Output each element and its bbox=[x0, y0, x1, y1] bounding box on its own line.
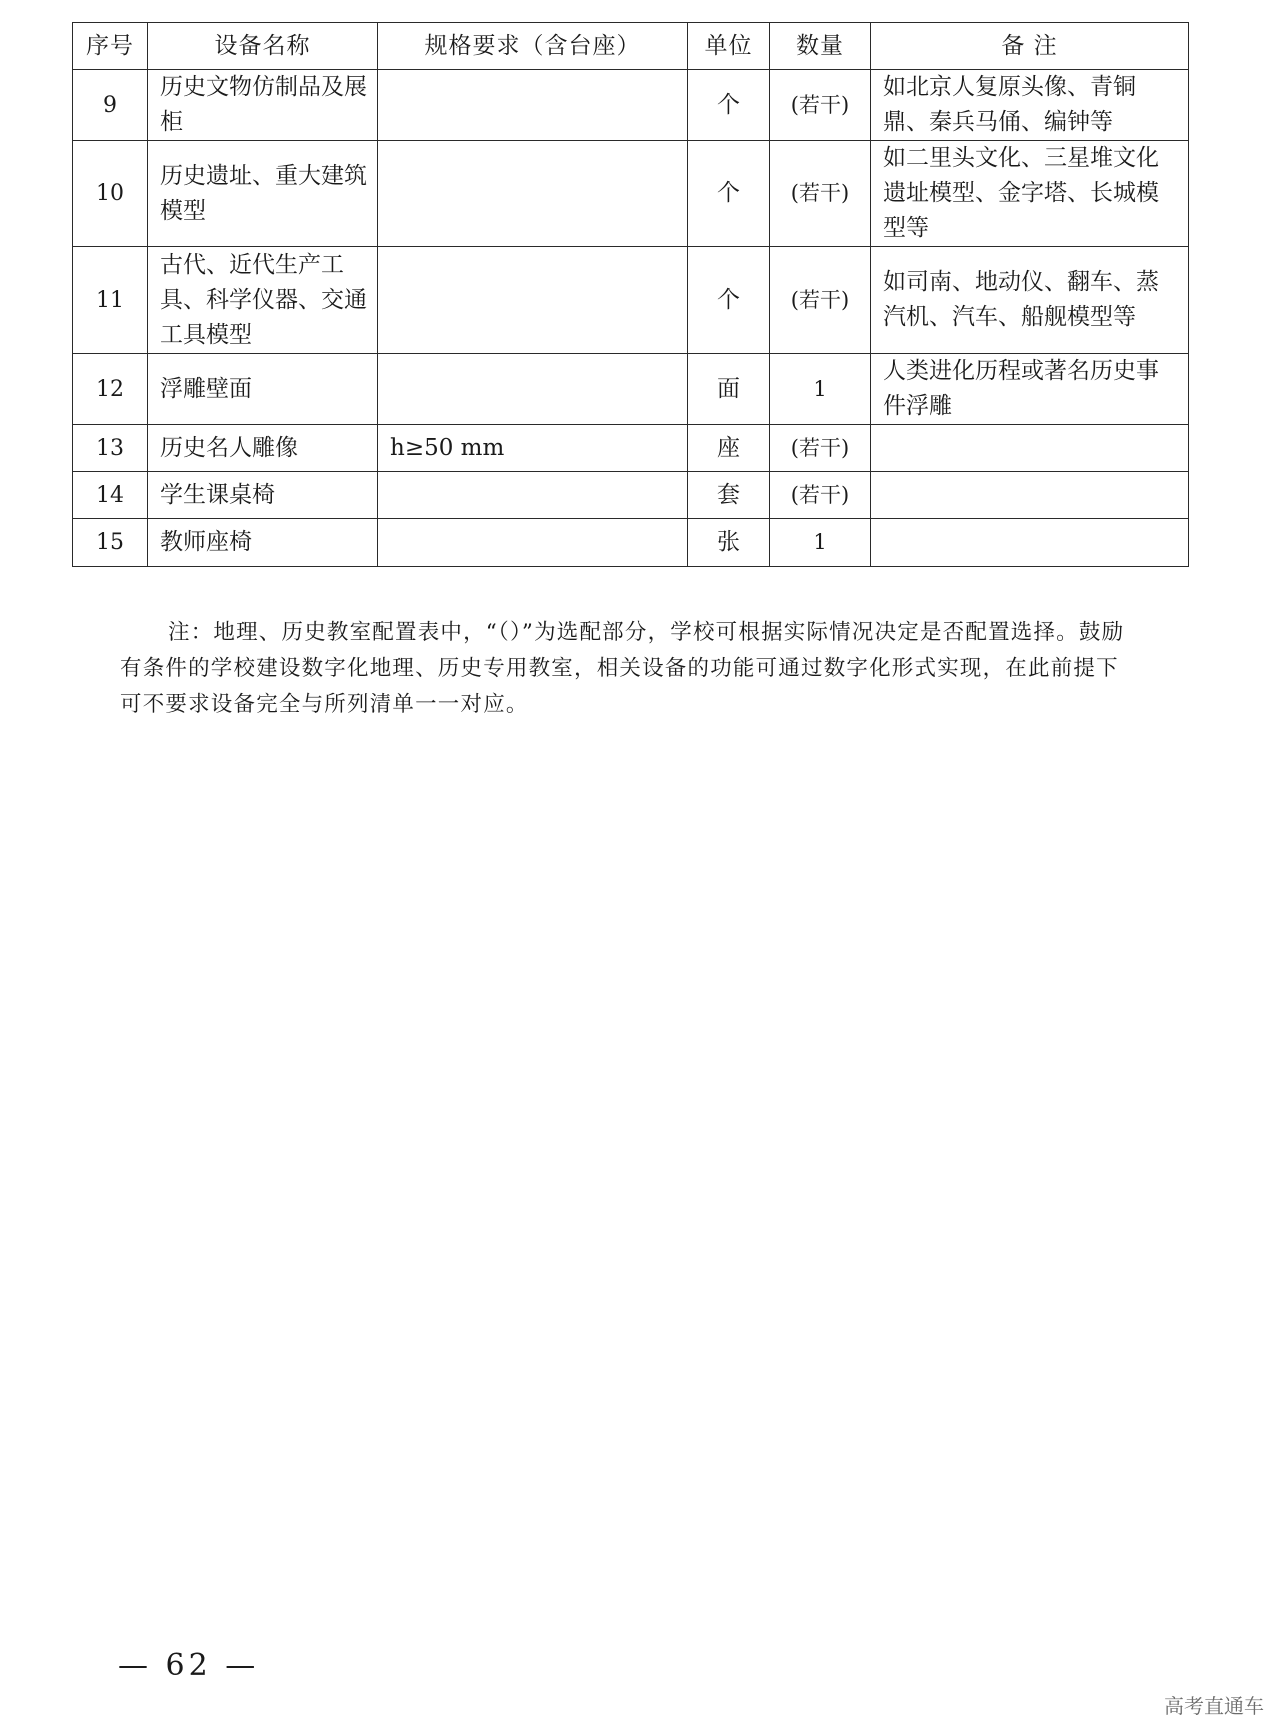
header-name: 设备名称 bbox=[148, 23, 378, 70]
cell-unit: 个 bbox=[688, 141, 770, 247]
header-qty: 数量 bbox=[770, 23, 871, 70]
cell-qty: (若干) bbox=[770, 425, 871, 472]
cell-qty: (若干) bbox=[770, 247, 871, 354]
cell-remark bbox=[871, 425, 1189, 472]
header-spec: 规格要求（含台座） bbox=[378, 23, 688, 70]
cell-remark: 如北京人复原头像、青铜鼎、秦兵马俑、编钟等 bbox=[871, 70, 1189, 141]
cell-unit: 座 bbox=[688, 425, 770, 472]
cell-qty: (若干) bbox=[770, 472, 871, 519]
cell-no: 9 bbox=[73, 70, 148, 141]
table-row bbox=[73, 425, 1189, 472]
table-row bbox=[73, 247, 1189, 354]
cell-no: 12 bbox=[73, 354, 148, 425]
table-row bbox=[73, 141, 1189, 247]
cell-unit: 张 bbox=[688, 519, 770, 567]
table-row bbox=[73, 70, 1189, 141]
cell-remark: 如二里头文化、三星堆文化遗址模型、金字塔、长城模型等 bbox=[871, 141, 1189, 247]
cell-no: 10 bbox=[73, 141, 148, 247]
page-number: — 62 — bbox=[118, 1648, 260, 1683]
cell-name: 学生课桌椅 bbox=[148, 472, 378, 519]
cell-qty: 1 bbox=[770, 354, 871, 425]
cell-name: 古代、近代生产工具、科学仪器、交通工具模型 bbox=[148, 247, 378, 354]
cell-no: 11 bbox=[73, 247, 148, 354]
cell-name: 浮雕壁面 bbox=[148, 354, 378, 425]
table-row bbox=[73, 354, 1189, 425]
cell-name: 教师座椅 bbox=[148, 519, 378, 567]
cell-qty: 1 bbox=[770, 519, 871, 567]
cell-unit: 个 bbox=[688, 247, 770, 354]
cell-no: 14 bbox=[73, 472, 148, 519]
cell-unit: 套 bbox=[688, 472, 770, 519]
cell-remark bbox=[871, 519, 1189, 567]
table-header-row bbox=[73, 23, 1189, 70]
cell-spec bbox=[378, 141, 688, 247]
cell-spec bbox=[378, 70, 688, 141]
header-remark: 备 注 bbox=[871, 23, 1189, 70]
cell-remark: 如司南、地动仪、翻车、蒸汽机、汽车、船舰模型等 bbox=[871, 247, 1189, 354]
table-row bbox=[73, 519, 1189, 567]
cell-spec bbox=[378, 354, 688, 425]
cell-remark: 人类进化历程或著名历史事件浮雕 bbox=[871, 354, 1189, 425]
cell-unit: 面 bbox=[688, 354, 770, 425]
cell-spec: h≥50 mm bbox=[378, 425, 688, 472]
watermark: 高考直通车 bbox=[1164, 1694, 1264, 1718]
header-unit: 单位 bbox=[688, 23, 770, 70]
cell-unit: 个 bbox=[688, 70, 770, 141]
footnote: 注：地理、历史教室配置表中，“（）”为选配部分，学校可根据实际情况决定是否配置选择。鼓励有条件的学校建设数字化地理、历史专用教室，相关设备的功能可通过数字化形式实现，在此前提下可不要求设备完全与所列清单一一对应。 bbox=[120, 619, 1125, 717]
cell-qty: (若干) bbox=[770, 70, 871, 141]
header-no: 序号 bbox=[73, 23, 148, 70]
cell-qty: (若干) bbox=[770, 141, 871, 247]
cell-spec bbox=[378, 472, 688, 519]
cell-name: 历史遗址、重大建筑模型 bbox=[148, 141, 378, 247]
cell-no: 15 bbox=[73, 519, 148, 567]
equipment-table bbox=[72, 22, 1189, 567]
cell-remark bbox=[871, 472, 1189, 519]
cell-name: 历史文物仿制品及展柜 bbox=[148, 70, 378, 141]
cell-spec bbox=[378, 247, 688, 354]
cell-no: 13 bbox=[73, 425, 148, 472]
cell-spec bbox=[378, 519, 688, 567]
equipment-table-container bbox=[72, 22, 1188, 567]
cell-name: 历史名人雕像 bbox=[148, 425, 378, 472]
table-row bbox=[73, 472, 1189, 519]
